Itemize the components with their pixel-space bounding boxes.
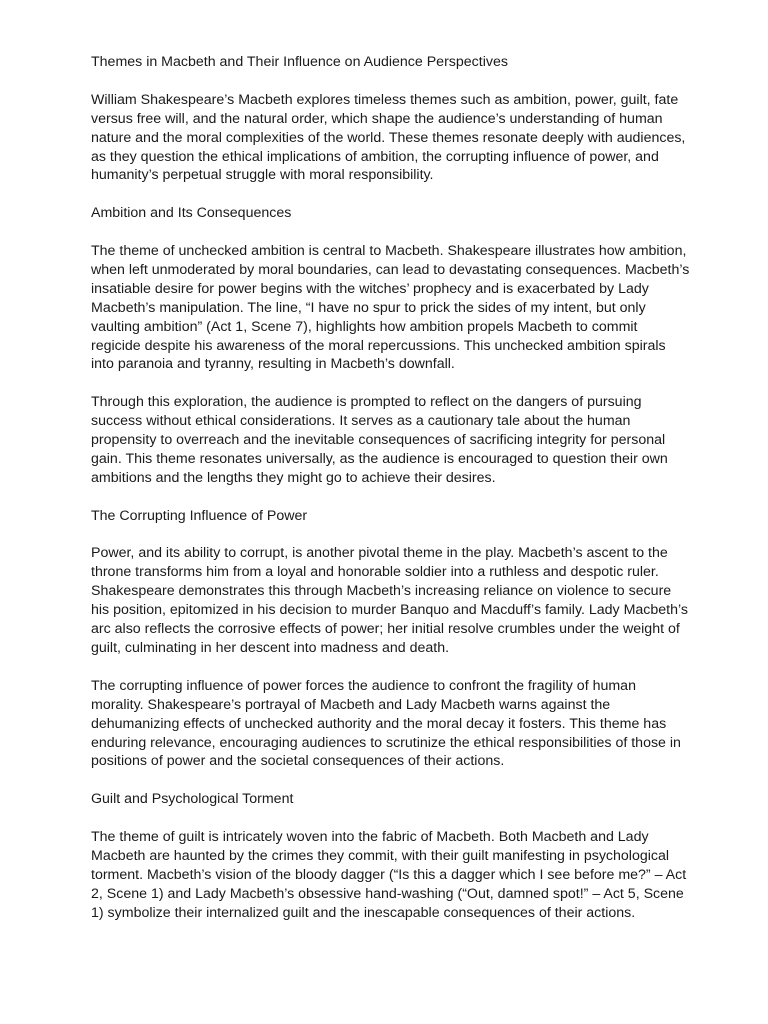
power-paragraph-2: The corrupting influence of power forces the audience to confront the fragility of human morality. Shakespeare’s portrayal of Macbeth and Lady Macbeth warns against the dehumanizing effects of unchecked authority and the moral decay it fosters. This theme has enduring relevance, encouraging audiences to scrutinize the ethical responsibilities of those in positions of power and the societal consequences of their actions.	[91, 677, 681, 770]
section-heading-power: The Corrupting Influence of Power	[91, 507, 308, 524]
section-heading-guilt: Guilt and Psychological Torment	[91, 791, 294, 808]
document-page	[91, 53, 691, 941]
power-paragraph-1: Power, and its ability to corrupt, is another pivotal theme in the play. Macbeth’s ascent to the throne transforms him from a loyal and honorable soldier into a ruthless and despotic ruler. Shakespeare demonstrates this through Macbeth’s increasing reliance on violence to secure his position, epitomized in his decision to murder Banquo and Macduff’s family. Lady Macbeth’s arc also reflects the corrosive effects of power; her initial resolve crumbles under the weight of guilt, culminating in her descent into madness and death.	[91, 545, 688, 656]
guilt-paragraph-1: The theme of guilt is intricately woven into the fabric of Macbeth. Both Macbeth and Lady Macbeth are haunted by the crimes they commit, with their guilt manifesting in psychological torment. Macbeth’s vision of the bloody dagger (“Is this a dagger which I see before me?” – Act 2, Scene 1) and Lady Macbeth’s obsessive hand-washing (“Out, damned spot!” – Act 5, Scene 1) symbolize their internalized guilt and the inescapable consequences of their actions.	[91, 829, 687, 921]
document-title: Themes in Macbeth and Their Influence on Audience Perspectives	[91, 54, 508, 70]
intro-paragraph: William Shakespeare’s Macbeth explores timeless themes such as ambition, power, guilt, fate versus free will, and the natural order, which shape the audience’s understanding of human nature and the moral complexities of the world. These themes resonate deeply with audiences, as they question the ethical implications of ambition, the corrupting influence of power, and humanity’s perpetual struggle with moral responsibility.	[91, 91, 686, 184]
ambition-paragraph-2: Through this exploration, the audience is prompted to reflect on the dangers of pursuing success without ethical considerations. It serves as a cautionary tale about the human propensity to overreach and the inevitable consequences of sacrificing integrity for personal gain. This theme resonates universally, as the audience is encouraged to question their own ambitions and the lengths they might go to achieve their desires.	[91, 394, 668, 486]
section-heading-ambition: Ambition and Its Consequences	[91, 205, 292, 222]
ambition-paragraph-1: The theme of unchecked ambition is central to Macbeth. Shakespeare illustrates how ambition, when left unmoderated by moral boundaries, can lead to devastating consequences. Macbeth’s insatiable desire for power begins with the witches’ prophecy and is exacerbated by Lady Macbeth’s manipulation. The line, “I have no spur to prick the sides of my intent, but only vaulting ambition” (Act 1, Scene 7), highlights how ambition propels Macbeth to commit regicide despite his awareness of the moral repercussions. This unchecked ambition spirals into paranoia and tyranny, resulting in Macbeth’s downfall.	[91, 243, 690, 373]
